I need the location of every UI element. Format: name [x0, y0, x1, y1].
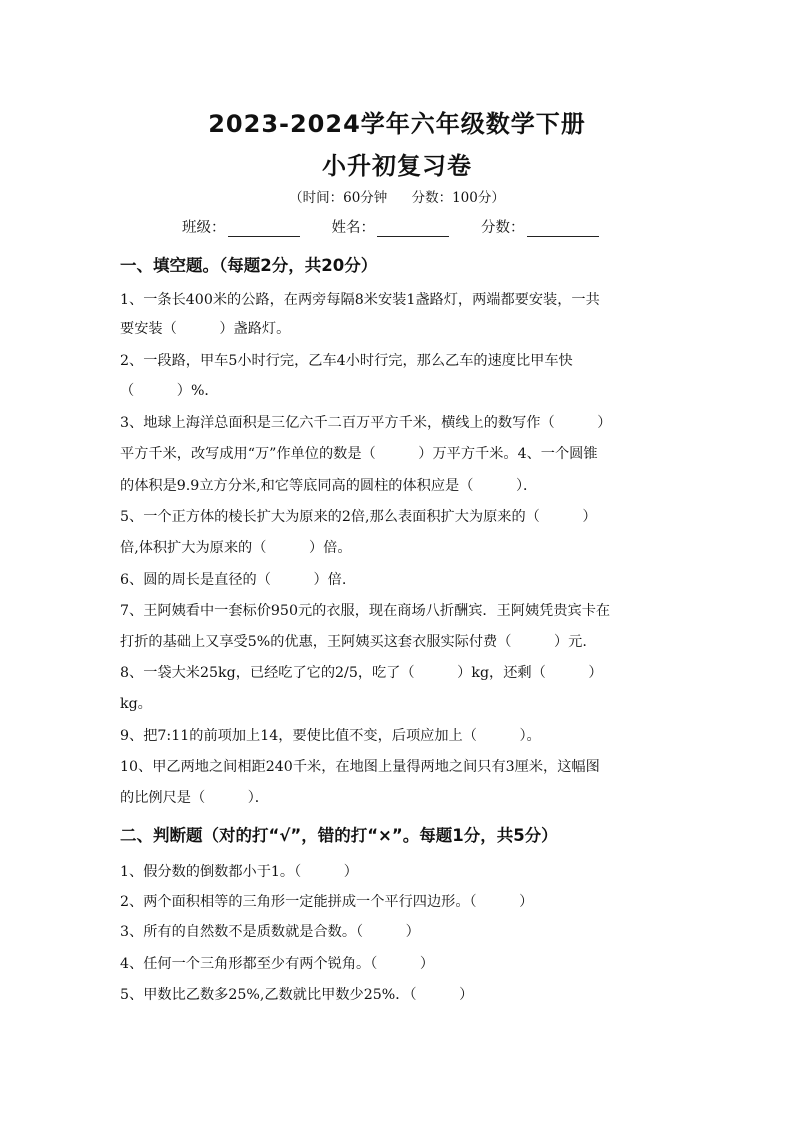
section1-line: 3、地球上海洋总面积是三亿六千二百万平方千米，横线上的数写作（ ） [120, 415, 612, 431]
section1-line: 6、圆的周长是直径的（ ）倍. [120, 572, 347, 588]
exam-total-score: 分数：100分） [411, 190, 505, 206]
section1-line: 要安装（ ）盏路灯。 [120, 321, 291, 337]
name-label: 姓名： [331, 220, 375, 236]
section1-line: 2、一段路，甲车5小时行完，乙车4小时行完，那么乙车的速度比甲车快 [120, 353, 573, 369]
section1-line: 打折的基础上又享受5%的优惠，王阿姨买这套衣服实际付费（ ）元. [120, 634, 587, 650]
name-blank[interactable] [377, 222, 449, 237]
exam-time: （时间：60分钟 [289, 190, 388, 206]
section1-line: 的比例尺是（ ）． [120, 790, 269, 806]
class-label: 班级： [182, 220, 226, 236]
section2-question: 5、甲数比乙数多25%,乙数就比甲数少25%．（ ） [120, 987, 474, 1003]
exam-meta [0, 186, 794, 206]
section1-line: 平方千米，改写成用“万”作单位的数是（ ）万平方千米。4、一个圆锥 [120, 446, 598, 462]
section2-question: 3、所有的自然数不是质数就是合数。（ ） [120, 924, 420, 940]
section1-line: 8、一袋大米25kg，已经吃了它的2/5，吃了（ ）kg，还剩（ ） [120, 665, 603, 681]
section1-line: 7、王阿姨看中一套标价950元的衣服，现在商场八折酬宾．王阿姨凭贵宾卡在 [120, 603, 611, 619]
class-field [182, 216, 300, 237]
section1-title: 一、填空题。（每题2分，共20分） [120, 256, 378, 275]
section1-line: 的体积是9.9立方分米,和它等底同高的圆柱的体积应是（ ）． [120, 478, 538, 494]
student-info [182, 216, 631, 237]
score-label: 分数： [481, 220, 525, 236]
score-field [481, 216, 599, 237]
section2-question: 4、任何一个三角形都至少有两个锐角。（ ） [120, 956, 435, 972]
section1-line: 1、一条长400米的公路，在两旁每隔8米安装1盏路灯，两端都要安装，一共 [120, 292, 600, 308]
name-field [332, 216, 450, 237]
section1-line: 倍,体积扩大为原来的（ ）倍。 [120, 540, 352, 556]
section2-question: 1、假分数的倒数都小于1。（ ） [120, 864, 358, 880]
section2-question: 2、两个面积相等的三角形一定能拼成一个平行四边形。（ ） [120, 894, 534, 910]
exam-title: 2023-2024学年六年级数学下册 [208, 110, 586, 138]
section1-line: （ ）%． [120, 383, 219, 399]
score-blank[interactable] [527, 222, 599, 237]
class-blank[interactable] [228, 222, 300, 237]
exam-subtitle: 小升初复习卷 [322, 152, 472, 180]
section2-title: 二、判断题（对的打“√”，错的打“×”。每题1分，共5分） [120, 826, 558, 845]
section1-line: kg。 [120, 696, 152, 712]
section1-line: 5、一个正方体的棱长扩大为原来的2倍,那么表面积扩大为原来的（ ） [120, 509, 597, 525]
section1-line: 10、甲乙两地之间相距240千米，在地图上量得两地之间只有3厘米，这幅图 [120, 759, 600, 775]
section1-line: 9、把7:11的前项加上14，要使比值不变，后项应加上（ ）。 [120, 728, 541, 744]
